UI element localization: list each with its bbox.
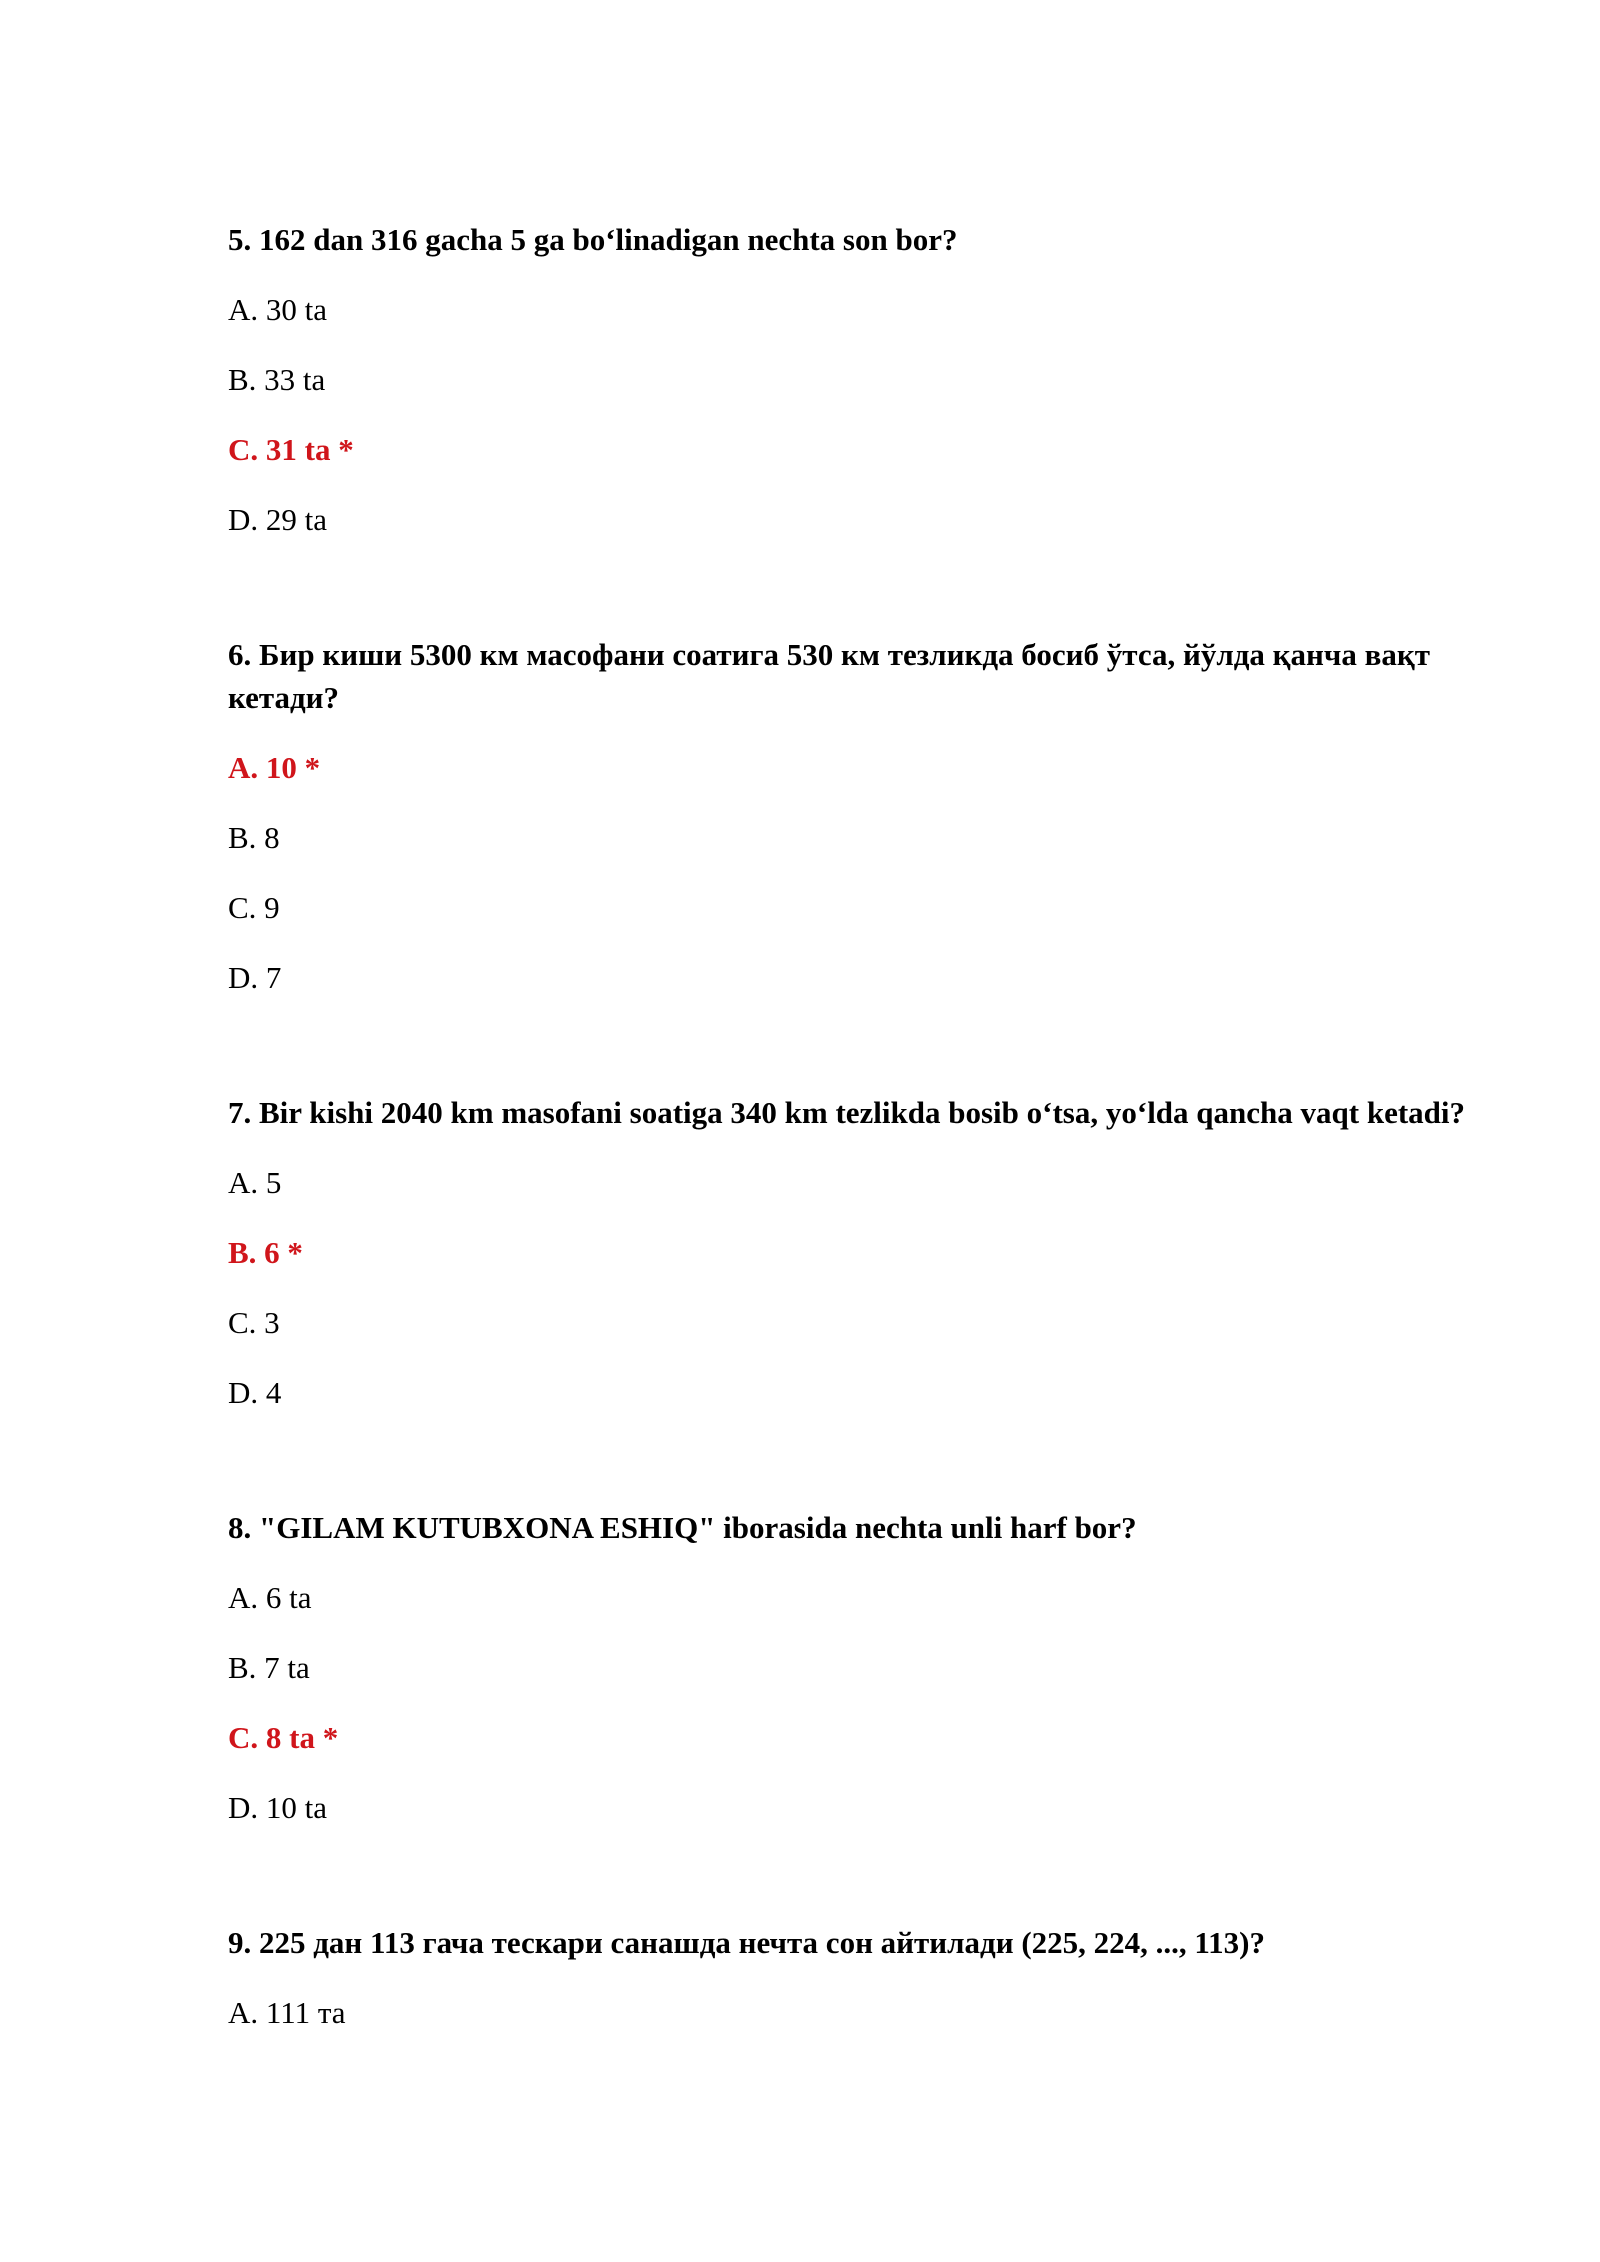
option-d: D. 7 bbox=[228, 960, 282, 995]
option-d: D. 29 ta bbox=[228, 502, 328, 537]
question-text: 8. "GILAM KUTUBXONA ESHIQ" iborasida nechta unli harf bor? bbox=[228, 1510, 1137, 1545]
question-8 bbox=[228, 1506, 1508, 1829]
option-c: C. 31 ta * bbox=[228, 432, 354, 467]
question-text: 7. Bir kishi 2040 km masofani soatiga 340 km tezlikda bosib o‘tsa, yo‘lda qancha vaqt ketadi? bbox=[228, 1095, 1466, 1130]
question-text: 6. Бир киши 5300 км масофани соатига 530 км тезликда босиб ўтса, йўлда қанча вақт кетади? bbox=[228, 637, 1430, 715]
option-b: B. 7 ta bbox=[228, 1650, 310, 1685]
option-b: B. 6 * bbox=[228, 1235, 303, 1270]
question-5 bbox=[228, 218, 1508, 541]
question-6 bbox=[228, 633, 1508, 999]
option-a: A. 111 та bbox=[228, 1995, 346, 2030]
option-c: C. 8 ta * bbox=[228, 1720, 339, 1755]
option-d: D. 4 bbox=[228, 1375, 282, 1410]
option-a: A. 30 ta bbox=[228, 292, 328, 327]
option-a: A. 10 * bbox=[228, 750, 321, 785]
option-a: A. 6 ta bbox=[228, 1580, 312, 1615]
option-c: C. 3 bbox=[228, 1305, 280, 1340]
question-text: 9. 225 дан 113 гача тескари санашда нечта сон айтилади (225, 224, ..., 113)? bbox=[228, 1925, 1266, 1960]
question-9 bbox=[228, 1921, 1508, 2034]
option-b: B. 33 ta bbox=[228, 362, 326, 397]
option-b: B. 8 bbox=[228, 820, 280, 855]
option-d: D. 10 ta bbox=[228, 1790, 328, 1825]
question-7 bbox=[228, 1091, 1508, 1414]
option-a: A. 5 bbox=[228, 1165, 282, 1200]
document-page bbox=[228, 218, 1508, 2034]
question-text: 5. 162 dan 316 gacha 5 ga bo‘linadigan nechta son bor? bbox=[228, 222, 958, 257]
option-c: C. 9 bbox=[228, 890, 280, 925]
